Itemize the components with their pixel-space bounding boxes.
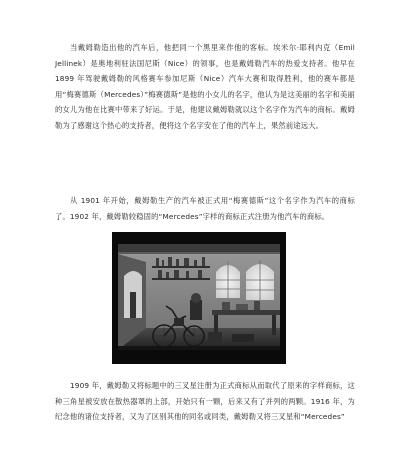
paragraph-mercedes-origin: 当戴姆勒造出他的汽车后，他把同一个黑里来作他的客标。埃米尔·耶利内克（Emil Jellinek）是奥地利驻法国尼斯（Nice）的领事，也是戴姆勒汽车的热爱支持者。他早在 1899 年驾驶戴姆勒的风格赛车参加尼斯（Nice）汽车大赛和取得胜利，他的赛车都是用“梅赛德斯（Mercedes）”梅赛德斯”是他的小女儿的名字，他认为是这美丽的名字和美丽的女儿为他在比赛中带来了好运。于是，他建议戴姆勒就以这个名字作为汽车的商标。戴姆勒为了感谢这个热心的支持者，便将这个名字安在了他的汽车上，果然前途远大。 — [55, 43, 355, 130]
workshop-photo-illustration — [112, 232, 286, 364]
paragraph-three-pointed-star-1909: 1909 年，戴姆勒又将标题中的三叉星注册为正式商标从而取代了原来的字样商标，这种三角星被安放在散热器罩的上部，开始只有一颗，后来又有了并列的两颗。1916 年，为纪念他的诸位支持者，又为了区别其他的同名或同类，戴姆勒又将三叉星和“Mercedes” — [55, 381, 355, 422]
historic-workshop-photo — [112, 232, 286, 364]
paragraph-trademark-1901: 从 1901 年开始，戴姆勒生产的汽车被正式用“梅赛德斯”这个名字作为汽车的商标了。1902 年，戴姆勒较稳固的“Mercedes”字样的商标正式注册为他汽车的商标。 — [55, 196, 355, 221]
